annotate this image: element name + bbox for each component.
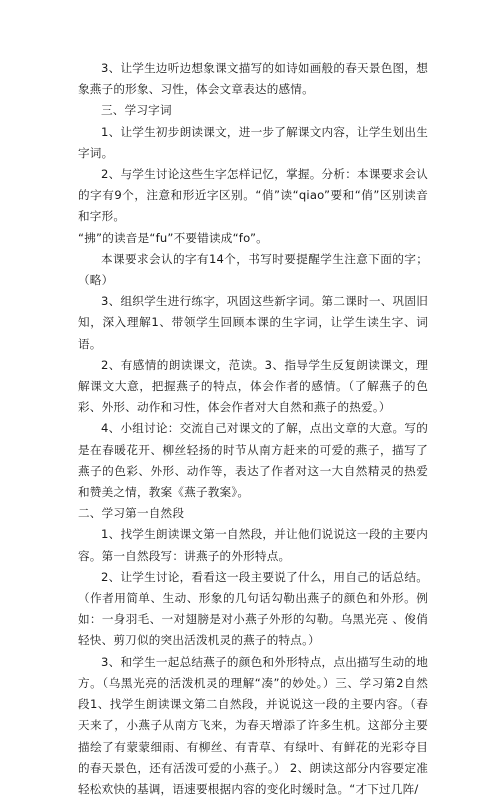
paragraph-pronunciation-note: “拂”的读音是“fu”不要错读成“fo”。 <box>78 230 268 245</box>
paragraph-step-2-recite: 2、有感情的朗读课文，范读。3、指导学生反复朗读课文，理解课文大意，把握燕子的特点，体会作者的感情。（了解燕子的色彩、外形、动作和习性，体会作者对大自然和燕子的热爱。） <box>78 357 428 415</box>
paragraph-step-1-read: 1、让学生初步朗读课文，进一步了解课文内容，让学生划出生字词。 <box>78 124 428 160</box>
paragraph-first-section-step-3: 3、和学生一起总结燕子的颜色和外形特点，点出描写生动的地方。（乌黑光亮的活泼机灵的理解“凑”的妙处。）三、学习第2自然段1、找学生朗读课文第二自然段，并说说这一段的主要内容。（春天来了，小燕子从南方飞来，为春天增添了许多生机。这部分主要描绘了有蒙蒙细雨、有柳丝、有青草、有绿叶、有鲜花的光彩夺目的春天景色，还有活泼可爱的小燕子。） 2、朗读这部分内容要定准轻松欢快的基调，语速要根据内容的变化时缓时急。“才下过几阵/ <box>78 654 428 796</box>
paragraph-step-3-practice: 3、组织学生进行练字，巩固这些新字词。第二课时一、巩固旧知，深入理解1、带领学生回顾本课的生字词，让学生读生字、词语。 <box>78 294 428 351</box>
paragraph-step-4-group-discussion: 4、小组讨论：交流自己对课文的了解，点出文章的大意。写的是在春暖花开、柳丝轻扬的时节从南方赶来的可爱的燕子，描写了燕子的色彩、外形、动作等，表达了作者对这一大自然精灵的热爱和赞美之情，教案《燕子教案》。 <box>78 421 428 500</box>
section-heading-learn-vocabulary: 三、学习字词 <box>101 103 172 118</box>
section-heading-first-paragraph: 二、学习第一自然段 <box>78 506 185 521</box>
paragraph-first-section-step-1: 1、找学生朗读课文第一自然段，并让他们说说这一段的主要内容。第一自然段写：讲燕子的外形特点。 <box>78 527 428 563</box>
paragraph-first-section-step-2: 2、让学生讨论，看看这一段主要说了什么，用自己的话总结。（作者用简单、生动、形象的几句话勾勒出燕子的颜色和外形。例如：一身羽毛、一对翅膀是对小燕子外形的勾勒。乌黑光亮 、俊俏轻快、剪刀似的突出活泼机灵的燕子的特点。） <box>78 569 428 648</box>
document-body <box>78 58 428 800</box>
paragraph-step-2-discuss: 2、与学生讨论这些生字怎样记忆，掌握。分析：本课要求会认的字有9个，注意和形近字区别。“俏”读“qiao”要和“俏”区别读音和字形。 <box>78 167 428 224</box>
paragraph-required-characters: 本课要求会认的字有14个，书写时要提醒学生注意下面的字；（略） <box>78 251 428 288</box>
paragraph-step-3-imagine: 3、让学生边听边想象课文描写的如诗如画般的春天景色图，想象燕子的形象、习性，体会文章表达的感情。 <box>78 61 428 97</box>
